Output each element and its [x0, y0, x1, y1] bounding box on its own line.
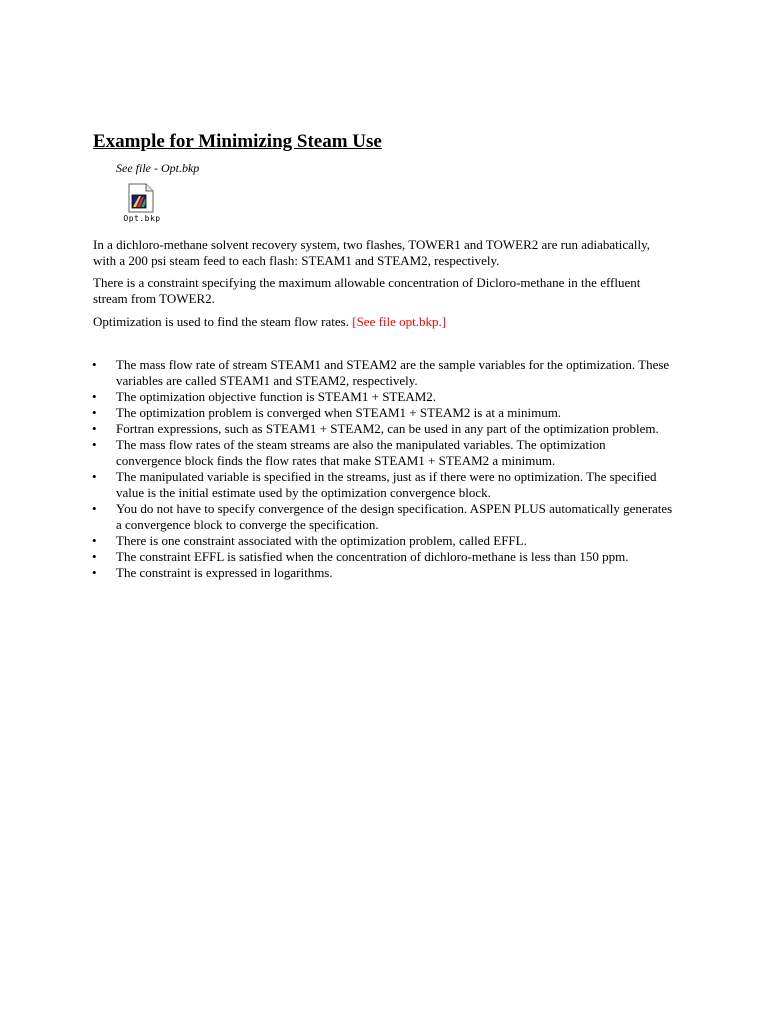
list-item-text: The constraint is expressed in logarithms. [116, 565, 333, 580]
see-file-link[interactable]: [See file opt.bkp.] [352, 314, 447, 329]
bullet-icon: • [92, 357, 97, 372]
list-item-text: The mass flow rates of the steam streams are also the manipulated variables. The optimization convergence block finds the flow rates that make STEAM1 + STEAM2 a minimum. [116, 437, 606, 468]
attachment-label: Opt.bkp [123, 214, 161, 223]
aspen-backup-file-icon [128, 183, 154, 213]
list-item [93, 389, 673, 405]
bullet-icon: • [92, 549, 97, 564]
list-item [93, 549, 673, 565]
list-item [93, 405, 673, 421]
bullet-icon: • [92, 389, 97, 404]
list-item-text: The optimization problem is converged when STEAM1 + STEAM2 is at a minimum. [116, 405, 562, 420]
constraint-paragraph: There is a constraint specifying the maximum allowable concentration of Dicloro-methane in the effluent stream from TOWER2. [93, 275, 641, 306]
attachment-opt-bkp[interactable] [118, 183, 166, 225]
list-item-text: The mass flow rate of stream STEAM1 and STEAM2 are the sample variables for the optimization. These variables are called STEAM1 and STEAM2, respectively. [116, 357, 670, 388]
list-item [93, 533, 673, 549]
bullet-icon: • [92, 437, 97, 452]
bullet-icon: • [92, 501, 97, 516]
list-item [93, 565, 673, 581]
bullet-icon: • [92, 533, 97, 548]
optimization-text: Optimization is used to find the steam flow rates. [93, 314, 349, 329]
bullet-list [93, 357, 673, 581]
list-item-text: The constraint EFFL is satisfied when the concentration of dichloro-methane is less than 150 ppm. [116, 549, 629, 564]
intro-paragraph: In a dichloro-methane solvent recovery system, two flashes, TOWER1 and TOWER2 are run adiabatically, with a 200 psi steam feed to each flash: STEAM1 and STEAM2, respectively. [93, 237, 651, 268]
list-item [93, 469, 673, 501]
bullet-icon: • [92, 405, 97, 420]
list-item-text: Fortran expressions, such as STEAM1 + STEAM2, can be used in any part of the optimization problem. [116, 421, 659, 436]
list-item [93, 357, 673, 389]
see-file-note: See file - Opt.bkp [116, 161, 200, 175]
list-item [93, 421, 673, 437]
list-item-text: The optimization objective function is STEAM1 + STEAM2. [116, 389, 437, 404]
bullet-icon: • [92, 565, 97, 580]
optimization-paragraph [93, 314, 673, 330]
list-item [93, 437, 673, 469]
list-item-text: The manipulated variable is specified in the streams, just as if there were no optimization. The specified value is the initial estimate used by the optimization convergence block. [116, 469, 657, 500]
list-item-text: There is one constraint associated with the optimization problem, called EFFL. [116, 533, 527, 548]
bullet-icon: • [92, 421, 97, 436]
bullet-icon: • [92, 469, 97, 484]
page-title: Example for Minimizing Steam Use [93, 131, 382, 152]
list-item-text: You do not have to specify convergence of the design specification. ASPEN PLUS automatically generates a convergence block to converge the specification. [116, 501, 673, 532]
list-item [93, 501, 673, 533]
